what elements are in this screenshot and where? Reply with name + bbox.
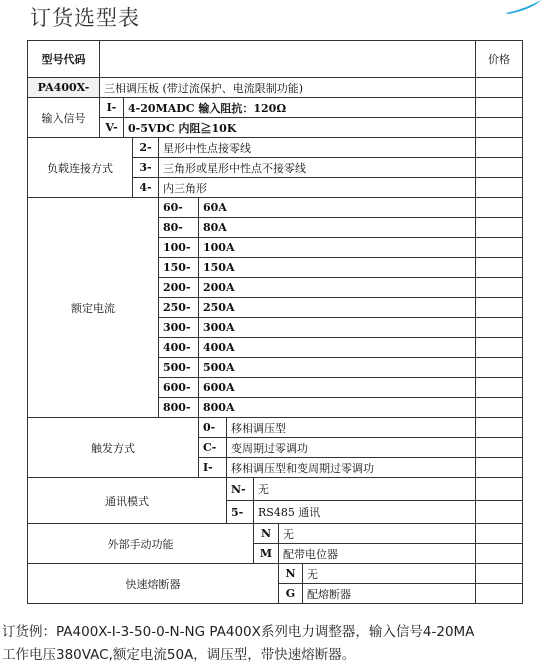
input-row	[28, 98, 523, 118]
current-code: 800-	[159, 398, 199, 418]
price-cell	[476, 178, 523, 198]
current-desc: 200A	[199, 278, 476, 298]
load-code: 3-	[133, 158, 159, 178]
current-desc: 600A	[199, 378, 476, 398]
price-cell	[476, 378, 523, 398]
current-code: 100-	[159, 238, 199, 258]
trigger-label: 触发方式	[28, 418, 199, 478]
price-header: 价格	[476, 41, 523, 78]
price-cell	[476, 198, 523, 218]
fuse-label: 快速熔断器	[28, 564, 279, 604]
price-cell	[476, 501, 523, 524]
manual-code: N	[254, 524, 279, 544]
page-title: 订货选型表	[30, 6, 140, 30]
trigger-row	[28, 418, 523, 438]
manual-row	[28, 524, 523, 544]
trigger-code: I-	[199, 458, 227, 478]
current-code: 150-	[159, 258, 199, 278]
comm-label: 通讯模式	[28, 478, 227, 524]
current-desc: 400A	[199, 338, 476, 358]
current-desc: 100A	[199, 238, 476, 258]
price-cell	[476, 298, 523, 318]
current-desc: 250A	[199, 298, 476, 318]
load-desc: 星形中性点接零线	[159, 138, 476, 158]
current-code: 80-	[159, 218, 199, 238]
price-cell	[476, 338, 523, 358]
load-desc: 三角形或星形中性点不接零线	[159, 158, 476, 178]
trigger-desc: 移相调压型	[227, 418, 476, 438]
fuse-code: G	[279, 584, 303, 604]
current-row	[28, 198, 523, 218]
price-cell	[476, 258, 523, 278]
price-cell	[476, 358, 523, 378]
current-code: 300-	[159, 318, 199, 338]
comm-code: 5-	[227, 501, 254, 524]
price-cell	[476, 218, 523, 238]
current-code: 500-	[159, 358, 199, 378]
input-code: V-	[100, 118, 124, 138]
comm-row	[28, 478, 523, 501]
price-cell	[476, 138, 523, 158]
comm-code: N-	[227, 478, 254, 501]
fuse-code: N	[279, 564, 303, 584]
price-cell	[476, 544, 523, 564]
price-cell	[476, 478, 523, 501]
trigger-desc: 移相调压型和变周期过零调功	[227, 458, 476, 478]
input-row	[28, 118, 523, 138]
brand-swoosh-icon	[503, 0, 543, 14]
current-desc: 500A	[199, 358, 476, 378]
trigger-desc: 变周期过零调功	[227, 438, 476, 458]
current-label: 额定电流	[28, 198, 159, 418]
price-cell	[476, 318, 523, 338]
price-cell	[476, 564, 523, 584]
price-cell	[476, 278, 523, 298]
current-code: 250-	[159, 298, 199, 318]
load-desc: 内三角形	[159, 178, 476, 198]
load-code: 2-	[133, 138, 159, 158]
price-cell	[476, 524, 523, 544]
manual-label: 外部手动功能	[28, 524, 254, 564]
current-desc: 60A	[199, 198, 476, 218]
price-cell	[476, 118, 523, 138]
input-desc: 4-20MADC 输入阻抗：120Ω	[124, 98, 476, 118]
current-code: 60-	[159, 198, 199, 218]
manual-desc: 配带电位器	[279, 544, 476, 564]
base-desc: 三相调压板 (带过流保护、电流限制功能)	[100, 78, 476, 98]
fuse-desc: 无	[303, 564, 476, 584]
header-row	[28, 41, 523, 78]
base-code: PA400X-	[28, 78, 100, 98]
order-example-line-2: 工作电压380VAC,额定电流50A，调压型，带快速熔断器。	[2, 647, 356, 663]
current-desc: 80A	[199, 218, 476, 238]
load-code: 4-	[133, 178, 159, 198]
price-cell	[476, 158, 523, 178]
header-blank	[100, 41, 476, 78]
current-code: 600-	[159, 378, 199, 398]
input-desc: 0-5VDC 内阻≧10K	[124, 118, 476, 138]
price-cell	[476, 238, 523, 258]
input-code: I-	[100, 98, 124, 118]
comm-desc: 无	[254, 478, 476, 501]
price-cell	[476, 418, 523, 438]
price-cell	[476, 438, 523, 458]
selection-table	[27, 40, 523, 604]
price-cell	[476, 78, 523, 98]
manual-code: M	[254, 544, 279, 564]
model-code-header: 型号代码	[28, 41, 100, 78]
manual-desc: 无	[279, 524, 476, 544]
load-label: 负载连接方式	[28, 138, 133, 198]
current-desc: 800A	[199, 398, 476, 418]
trigger-code: C-	[199, 438, 227, 458]
comm-desc: RS485 通讯	[254, 501, 476, 524]
load-row	[28, 138, 523, 158]
current-code: 400-	[159, 338, 199, 358]
price-cell	[476, 458, 523, 478]
fuse-desc: 配熔断器	[303, 584, 476, 604]
base-row	[28, 78, 523, 98]
current-code: 200-	[159, 278, 199, 298]
price-cell	[476, 98, 523, 118]
fuse-row	[28, 564, 523, 584]
order-example-line-1: 订货例：PA400X-I-3-50-0-N-NG PA400X系列电力调整器，输入信号4-20MA	[2, 624, 475, 640]
price-cell	[476, 584, 523, 604]
trigger-code: 0-	[199, 418, 227, 438]
input-label: 输入信号	[28, 98, 100, 138]
current-desc: 300A	[199, 318, 476, 338]
price-cell	[476, 398, 523, 418]
current-desc: 150A	[199, 258, 476, 278]
